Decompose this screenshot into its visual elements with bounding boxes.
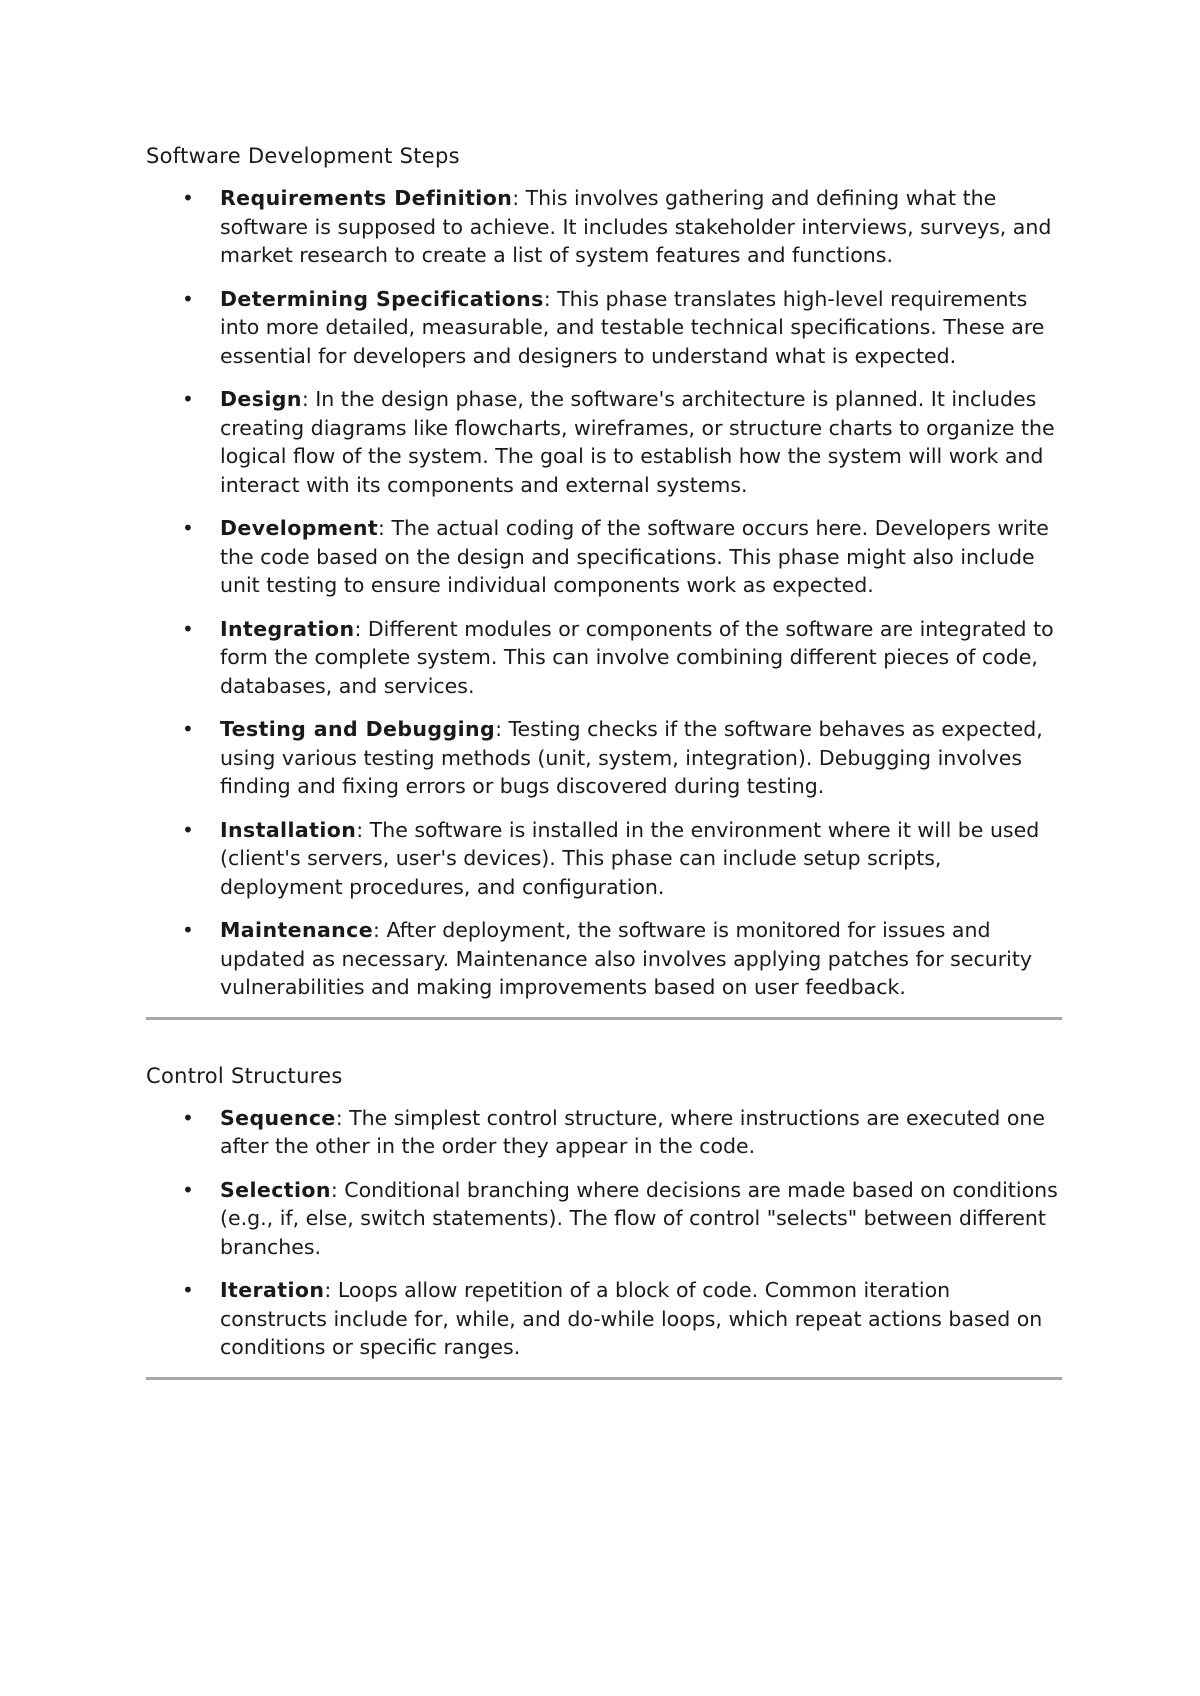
bullet-icon: • xyxy=(182,1278,194,1302)
item-text: : Conditional branching where decisions are made based on conditions (e.g., if, else, switch statements). The flow of control "selects" between different branches. xyxy=(220,1177,1058,1259)
item-text: : In the design phase, the software's architecture is planned. It includes creating diagrams like flowcharts, wireframes, or structure charts to organize the logical flow of the system. The goal is to establish how the system will work and interact with its components and external systems. xyxy=(220,387,1055,497)
item-text: : Different modules or components of the software are integrated to form the complete system. This can involve combining different pieces of code, databases, and services. xyxy=(220,616,1054,698)
item-term: Development xyxy=(220,516,379,540)
bullet-icon: • xyxy=(182,817,194,842)
item-term: Testing and Debugging xyxy=(220,717,496,741)
item-text: : This phase translates high-level requirements into more detailed, measurable, and testable technical specifications. These are essential for developers and designers to understand what is expected. xyxy=(220,286,1045,368)
section-title-control-structures: Control Structures xyxy=(146,1063,343,1088)
list-item xyxy=(146,715,1062,801)
section-title-software-development-steps: Software Development Steps xyxy=(146,144,460,168)
bullet-icon: • xyxy=(182,286,194,311)
item-term: Requirements Definition xyxy=(220,186,513,210)
bullet-icon: • xyxy=(182,918,194,942)
list-item xyxy=(146,1176,1062,1262)
bullet-icon: • xyxy=(182,1177,194,1202)
list-item xyxy=(146,1276,1062,1362)
item-term: Selection xyxy=(220,1177,331,1202)
control-structures-list xyxy=(146,1104,1062,1362)
item-term: Sequence xyxy=(220,1105,336,1130)
list-item xyxy=(146,184,1062,270)
item-term: Installation xyxy=(220,817,357,842)
bullet-icon: • xyxy=(182,186,194,210)
item-term: Design xyxy=(220,387,302,411)
item-text: : Loops allow repetition of a block of code. Common iteration constructs include for, while, and do-while loops, which repeat actions based on conditions or specific ranges. xyxy=(220,1278,1043,1359)
horizontal-divider xyxy=(146,1377,1062,1380)
list-item xyxy=(146,916,1062,1002)
list-item xyxy=(146,1104,1062,1161)
list-item xyxy=(146,816,1062,902)
bullet-icon: • xyxy=(182,616,194,641)
bullet-icon: • xyxy=(182,516,194,540)
item-text: : The simplest control structure, where instructions are executed one after the other in the order they appear in the code. xyxy=(220,1105,1045,1158)
horizontal-divider xyxy=(146,1017,1062,1020)
bullet-icon: • xyxy=(182,1105,194,1130)
item-text: : This involves gathering and defining what the software is supposed to achieve. It includes stakeholder interviews, surveys, and market research to create a list of system features and functions. xyxy=(220,186,1052,267)
item-term: Iteration xyxy=(220,1278,325,1302)
list-item xyxy=(146,514,1062,600)
list-item xyxy=(146,615,1062,701)
bullet-icon: • xyxy=(182,387,194,411)
item-term: Determining Specifications xyxy=(220,286,544,311)
list-item xyxy=(146,285,1062,371)
item-term: Maintenance xyxy=(220,918,374,942)
document-page xyxy=(146,142,1062,1380)
bullet-icon: • xyxy=(182,717,194,741)
item-term: Integration xyxy=(220,616,355,641)
list-item xyxy=(146,385,1062,499)
software-development-steps-list xyxy=(146,184,1062,1002)
item-text: : The actual coding of the software occurs here. Developers write the code based on the design and specifications. This phase might also include unit testing to ensure individual components work as expected. xyxy=(220,516,1049,597)
item-text: : After deployment, the software is monitored for issues and updated as necessary. Maintenance also involves applying patches for security vulnerabilities and making improvements based on user feedback. xyxy=(220,918,1033,999)
item-text: : Testing checks if the software behaves as expected, using various testing methods (unit, system, integration). Debugging involves finding and fixing errors or bugs discovered during testing. xyxy=(220,717,1043,798)
item-text: : The software is installed in the environment where it will be used (client's servers, user's devices). This phase can include setup scripts, deployment procedures, and configuration. xyxy=(220,817,1040,899)
